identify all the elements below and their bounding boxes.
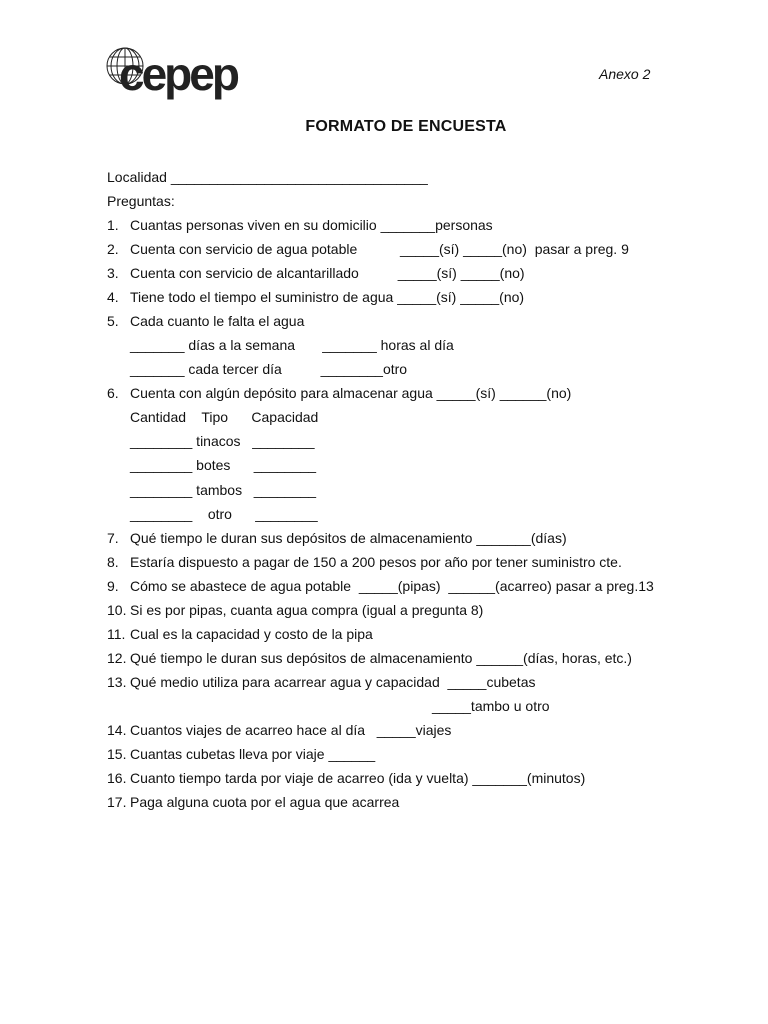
- question-number: 3.: [107, 265, 119, 281]
- locality-field: Localidad _________________________________: [107, 169, 428, 185]
- question-number: 16.: [107, 770, 127, 786]
- question-number: 17.: [107, 794, 127, 810]
- question-text: _______ días a la semana _______ horas al día: [130, 337, 454, 353]
- questions-label: Preguntas:: [107, 193, 175, 209]
- question-number: 14.: [107, 722, 127, 738]
- question-text: ________ tambos ________: [130, 482, 317, 498]
- question-text: ________ otro ________: [130, 506, 318, 522]
- cepep-logo: [105, 44, 255, 104]
- question-text: ________ botes ________: [130, 457, 317, 473]
- question-text: Qué medio utiliza para acarrear agua y capacidad _____cubetas: [130, 674, 536, 690]
- question-text: Cuantas personas viven en su domicilio _______personas: [130, 217, 493, 233]
- question-text: Cuenta con algún depósito para almacenar agua _____(sí) ______(no): [130, 385, 572, 401]
- question-text: Estaría dispuesto a pagar de 150 a 200 pesos por año por tener suministro cte.: [130, 554, 622, 570]
- question-number: 11.: [107, 626, 126, 642]
- question-text: Cuenta con servicio de alcantarillado _____(sí) _____(no): [130, 265, 525, 281]
- question-number: 15.: [107, 746, 127, 762]
- question-number: 2.: [107, 241, 119, 257]
- question-number: 13.: [107, 674, 127, 690]
- question-text: Cuantas cubetas lleva por viaje ______: [130, 746, 376, 762]
- question-text: Cuanto tiempo tarda por viaje de acarreo (ida y vuelta) _______(minutos): [130, 770, 586, 786]
- question-text: ________ tinacos ________: [130, 433, 315, 449]
- question-text: Cada cuanto le falta el agua: [130, 313, 305, 329]
- question-number: 12.: [107, 650, 127, 666]
- question-text: _____tambo u otro: [432, 698, 550, 714]
- logo-wordmark: cepep: [119, 48, 237, 100]
- question-text: Cantidad Tipo Capacidad: [130, 409, 319, 425]
- question-text: Paga alguna cuota por el agua que acarrea: [130, 794, 400, 810]
- question-number: 1.: [107, 217, 119, 233]
- question-number: 8.: [107, 554, 119, 570]
- question-number: 10.: [107, 602, 127, 618]
- question-text: Cuantos viajes de acarreo hace al día _____viajes: [130, 722, 452, 738]
- question-number: 5.: [107, 313, 119, 329]
- question-number: 7.: [107, 530, 119, 546]
- question-number: 4.: [107, 289, 119, 305]
- globe-logo-icon: [105, 44, 255, 104]
- question-text: Qué tiempo le duran sus depósitos de almacenamiento ______(días, horas, etc.): [130, 650, 632, 666]
- question-text: _______ cada tercer día ________otro: [130, 361, 408, 377]
- question-text: Cuenta con servicio de agua potable _____(sí) _____(no) pasar a preg. 9: [130, 241, 629, 257]
- question-text: Cómo se abastece de agua potable _____(pipas) ______(acarreo) pasar a preg.13: [130, 578, 654, 594]
- question-number: 9.: [107, 578, 119, 594]
- question-text: Cual es la capacidad y costo de la pipa: [130, 626, 373, 642]
- annex-label: Anexo 2: [599, 66, 651, 82]
- page-title: FORMATO DE ENCUESTA: [305, 118, 507, 135]
- question-text: Qué tiempo le duran sus depósitos de almacenamiento _______(días): [130, 530, 567, 546]
- question-text: Tiene todo el tiempo el suministro de agua _____(sí) _____(no): [130, 289, 525, 305]
- question-text: Si es por pipas, cuanta agua compra (igual a pregunta 8): [130, 602, 484, 618]
- question-number: 6.: [107, 385, 119, 401]
